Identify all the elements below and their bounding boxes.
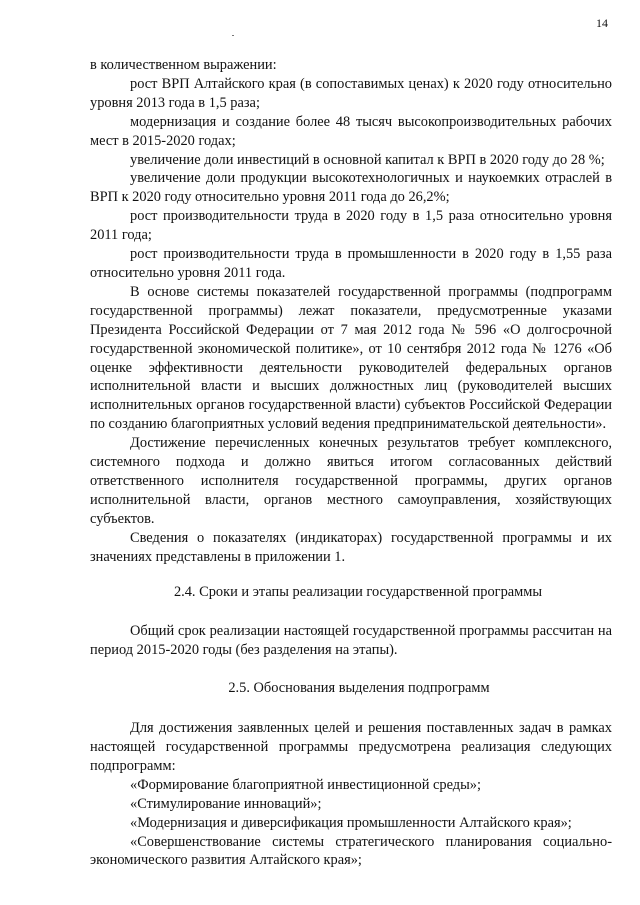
page-number: 14 [596,16,608,30]
list-item: «Стимулирование инноваций»; [130,795,322,812]
paragraph: увеличение доли инвестиций в основной капитал к ВРП в 2020 году до 28 %; [130,151,605,168]
paragraph: рост ВРП Алтайского края (в сопоставимых ценах) к 2020 году относительно уровня 2013 года в 1,5 раза; [90,75,612,111]
paragraph: Для достижения заявленных целей и решения поставленных задач в рамках настоящей государственной программы предусмотрена реализация следующих подпрограмм: [90,720,612,774]
list-item: «Формирование благоприятной инвестиционной среды»; [130,776,481,793]
paragraph: рост производительности труда в 2020 году в 1,5 раза относительно уровня 2011 года; [90,208,612,244]
list-item: «Модернизация и диверсификация промышленности Алтайского края»; [130,814,572,831]
paragraph: модернизация и создание более 48 тысяч высокопроизводительных рабочих мест в 2015-2020 годах; [90,113,612,149]
list-item: «Совершенствование системы стратегического планирования социально-экономического развития Алтайского края»; [90,833,612,869]
paragraph: Сведения о показателях (индикаторах) государственной программы и их значениях представлены в приложении 1. [90,529,612,565]
section-heading: 2.5. Обоснования выделения подпрограмм [228,680,490,697]
paragraph: Достижение перечисленных конечных результатов требует комплексного, системного подхода и должно явиться итогом согласованных действий ответственного исполнителя государственной программы, других органов исполнительной власти, органов местного самоуправления, хозяйствующих субъектов. [90,435,612,527]
paragraph: рост производительности труда в промышленности в 2020 году в 1,55 раза относительно уровня 2011 года. [90,246,612,281]
document-body [90,56,612,870]
paragraph: В основе системы показателей государственной программы (подпрограмм государственной программы) лежат показатели, предусмотренные указами Президента Российской Федерации от 7 мая 2012 года № 596 «О долгосрочной государственной экономической политике», от 10 сентября 2012 года № 1276 «Об оценке эффективности деятельности руководителей федеральных органов исполнительной власти и высших должностных лиц (руководителей высших исполнительных органов государственной власти) субъектов Российской Федерации по созданию благоприятных условий ведения предпринимательской деятельности». [90,283,612,433]
section-heading: 2.4. Сроки и этапы реализации государственной программы [173,584,543,601]
paragraph: Общий срок реализации настоящей государственной программы рассчитан на период 2015-2020 годы (без разделения на этапы). [90,623,612,659]
scan-speck [232,35,234,36]
paragraph: увеличение доли продукции высокотехнологичных и наукоемких отраслей в ВРП к 2020 году относительно уровня 2011 года до 26,2%; [90,170,612,206]
paragraph: в количественном выражении: [90,57,277,73]
